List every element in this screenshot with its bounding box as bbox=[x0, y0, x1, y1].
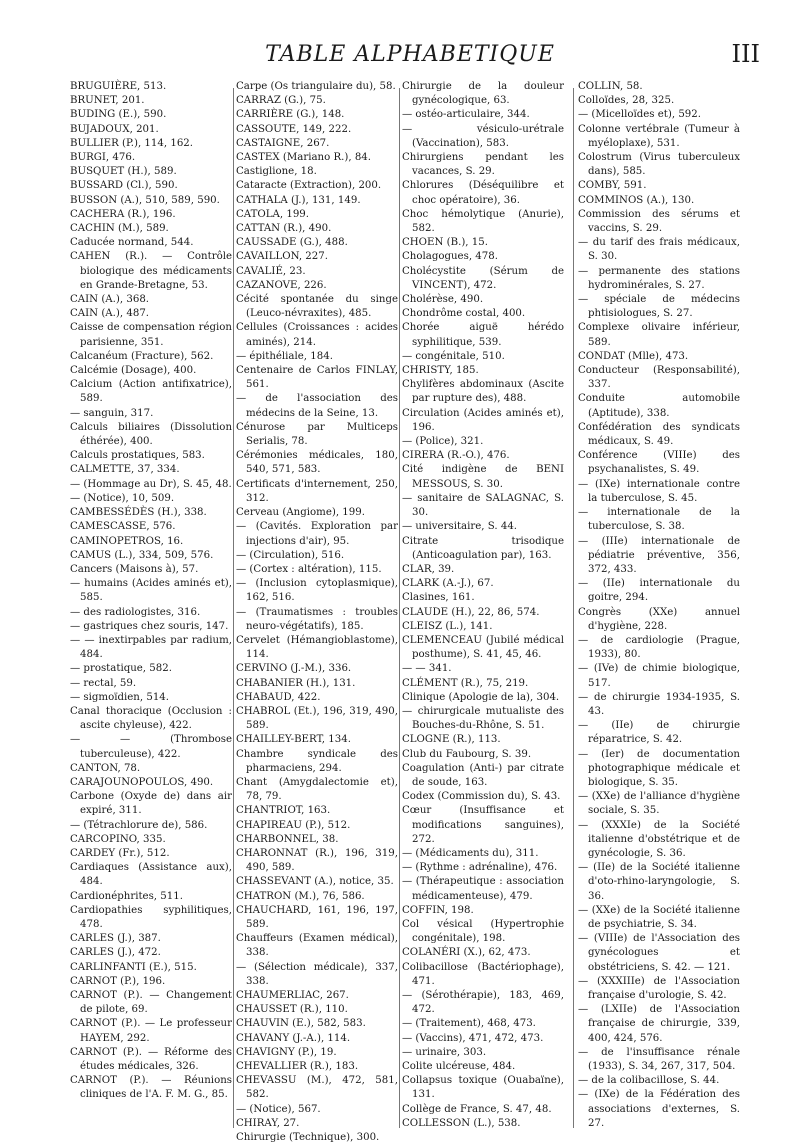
index-entry: — (IIIe) internationale de pédiatrie préventive, 356, 372, 433. bbox=[578, 535, 740, 575]
index-entry: CANTON, 78. bbox=[70, 762, 141, 774]
page-header bbox=[60, 40, 760, 76]
index-column bbox=[578, 80, 740, 1130]
index-entry: CLARK (A.-J.), 67. bbox=[402, 578, 494, 590]
index-entry: CHAVIGNY (P.), 19. bbox=[236, 1046, 337, 1058]
index-entry: Calcémie (Dosage), 400. bbox=[70, 365, 197, 377]
index-entry: Chondrôme costal, 400. bbox=[402, 308, 526, 320]
index-entry: — prostatique, 582. bbox=[70, 663, 172, 675]
index-entry: Caducée normand, 544. bbox=[70, 237, 194, 249]
index-entry: CAIN (A.), 487. bbox=[70, 308, 150, 320]
index-entry: COLANÉRI (X.), 62, 473. bbox=[402, 947, 531, 959]
column-divider bbox=[573, 88, 574, 1128]
index-entry: Collège de France, S. 47, 48. bbox=[402, 1103, 552, 1115]
index-entry: Cholécystite (Sérum de VINCENT), 472. bbox=[402, 265, 564, 291]
index-entry: CARAJOUNOPOULOS, 490. bbox=[70, 776, 214, 788]
index-entry: CARDEY (Fr.), 512. bbox=[70, 847, 170, 859]
index-entry: Commission des sérums et vaccins, S. 29. bbox=[578, 208, 740, 235]
index-entry: — — 341. bbox=[402, 663, 452, 675]
index-entry: CAIN (A.), 368. bbox=[70, 294, 150, 306]
index-column bbox=[70, 80, 232, 1130]
index-entry: — — (Thrombose tuberculeuse), 422. bbox=[70, 734, 232, 760]
index-entry: CARNOT (P.). — Changement de pilote, 69. bbox=[70, 990, 232, 1016]
index-entry: BUSSON (A.), 510, 589, 590. bbox=[70, 194, 220, 206]
index-entry: Chirurgie (Technique), 300. bbox=[236, 1132, 380, 1144]
index-entry: — du tarif des frais médicaux, S. 30. bbox=[578, 237, 740, 263]
index-entry: Carbone (Oxyde de) dans air expiré, 311. bbox=[70, 791, 232, 817]
index-entry: Cité indigène de BENI MESSOUS, S. 30. bbox=[402, 464, 564, 490]
index-entry: Colostrum (Virus tuberculeux dans), 585. bbox=[578, 152, 740, 178]
index-entry: CASSOUTE, 149, 222. bbox=[236, 123, 352, 135]
index-entry: — (Inclusion cytoplasmique), 162, 516. bbox=[236, 578, 398, 604]
index-entry: CHASSEVANT (A.), notice, 35. bbox=[236, 876, 394, 888]
index-entry: Codex (Commission du), S. 43. bbox=[402, 791, 561, 803]
index-entry: — de chirurgie 1934-1935, S. 43. bbox=[578, 691, 740, 717]
index-entry: Chylifères abdominaux (Ascite par rupture des), 488. bbox=[402, 379, 564, 405]
index-entry: CAMBESSÉDÈS (H.), 338. bbox=[70, 507, 207, 519]
index-entry: — épithéliale, 184. bbox=[236, 350, 333, 362]
index-entry: Chant (Amygdalectomie et), 78, 79. bbox=[236, 776, 398, 803]
index-entry: Chorée aiguë hérédo syphilitique, 539. bbox=[402, 322, 564, 348]
index-entry: — (IIe) de la Société italienne d'oto-rhino-laryngologie, S. 36. bbox=[578, 862, 740, 902]
index-entry: CARNOT (P.). — Réforme des études médicales, 326. bbox=[70, 1046, 232, 1073]
index-entry: — de la colibacillose, S. 44. bbox=[578, 1075, 720, 1087]
index-entry: — (Cortex : altération), 115. bbox=[236, 563, 382, 575]
index-entry: CHAUCHARD, 161, 196, 197, 589. bbox=[236, 904, 398, 930]
index-entry: Cardiaques (Assistance aux), 484. bbox=[70, 862, 232, 888]
index-entry: — (Médicaments du), 311. bbox=[402, 847, 539, 859]
index-entry: CHOEN (B.), 15. bbox=[402, 237, 488, 249]
index-entry: BUJADOUX, 201. bbox=[70, 123, 159, 135]
index-entry: — (Traumatismes : troubles neuro-végétatifs), 185. bbox=[236, 606, 398, 632]
index-entry: Cardiopathies syphilitiques, 478. bbox=[70, 904, 232, 930]
index-entry: — (IXe) internationale contre la tuberculose, S. 45. bbox=[578, 478, 740, 504]
index-entry: CALMETTE, 37, 334. bbox=[70, 464, 180, 476]
index-entry: — permanente des stations hydrominérales, S. 27. bbox=[578, 265, 740, 291]
index-entry: — (Notice), 10, 509. bbox=[70, 492, 175, 504]
index-entry: CHAUMERLIAC, 267. bbox=[236, 990, 349, 1001]
column-divider bbox=[399, 88, 400, 1128]
index-entry: — (Traitement), 468, 473. bbox=[402, 1018, 536, 1030]
index-entry: — ostéo-articulaire, 344. bbox=[402, 109, 530, 121]
index-entry: Canal thoracique (Occlusion : ascite chyleuse), 422. bbox=[70, 705, 232, 732]
index-entry: CIRERA (R.-O.), 476. bbox=[402, 450, 510, 462]
index-entry: CARNOT (P.). — Réunions cliniques de l'A. F. M. G., 85. bbox=[70, 1075, 232, 1101]
index-entry: CATHALA (J.), 131, 149. bbox=[236, 194, 361, 206]
index-entry: Cancers (Maisons à), 57. bbox=[70, 563, 199, 575]
index-entry: — (Notice), 567. bbox=[236, 1103, 321, 1115]
index-entry: Chauffeurs (Examen médical), 338. bbox=[236, 933, 398, 959]
index-entry: CHAUSSET (R.), 110. bbox=[236, 1004, 348, 1016]
index-entry: — (Sérothérapie), 183, 469, 472. bbox=[402, 990, 564, 1016]
index-entry: Cœur (Insuffisance et modifications sanguines), 272. bbox=[402, 805, 564, 845]
column-divider bbox=[233, 88, 234, 1128]
index-entry: CHABAUD, 422. bbox=[236, 691, 321, 703]
index-entry: CATTAN (R.), 490. bbox=[236, 223, 332, 235]
index-entry: — humains (Acides aminés et), 585. bbox=[70, 578, 232, 604]
index-entry: CARLES (J.), 472. bbox=[70, 947, 161, 959]
index-entry: Chirurgie de la douleur gynécologique, 63. bbox=[402, 81, 564, 107]
index-entry: CHATRON (M.), 76, 586. bbox=[236, 890, 365, 902]
index-entry: Conduite automobile (Aptitude), 338. bbox=[578, 393, 740, 419]
page-title: TABLE ALPHABETIQUE bbox=[265, 42, 555, 67]
index-entry: Calculs prostatiques, 583. bbox=[70, 450, 205, 462]
index-entry: Colite ulcéreuse, 484. bbox=[402, 1061, 516, 1073]
index-entry: Colibacillose (Bactériophage), 471. bbox=[402, 961, 564, 987]
index-entry: BUSQUET (H.), 589. bbox=[70, 166, 177, 178]
index-entry: — (Cavités. Exploration par injections d'air), 95. bbox=[236, 521, 398, 547]
index-entry: CARRAZ (G.), 75. bbox=[236, 95, 326, 107]
index-entry: Certificats d'internement, 250, 312. bbox=[236, 478, 398, 504]
index-entry: CAMESCASSE, 576. bbox=[70, 521, 176, 533]
index-entry: CARNOT (P.), 196. bbox=[70, 975, 166, 987]
index-entry: — chirurgicale mutualiste des Bouches-du-Rhône, S. 51. bbox=[402, 705, 564, 732]
index-entry: — (IXe) de la Fédération des associations d'externes, S. 27. bbox=[578, 1089, 740, 1129]
index-entry: — (Police), 321. bbox=[402, 436, 484, 448]
index-entry: Calcium (Action antifixatrice), 589. bbox=[70, 379, 232, 405]
index-entry: CASTEX (Mariano R.), 84. bbox=[236, 152, 372, 164]
page-number: III bbox=[731, 40, 760, 68]
index-entry: Cervelet (Hémangioblastome), 114. bbox=[236, 634, 398, 661]
index-entry: Cholérèse, 490. bbox=[402, 294, 484, 306]
index-entry: CLEMENCEAU (Jubilé médical posthume), S. 41, 45, 46. bbox=[402, 634, 564, 661]
index-entry: Colonne vertébrale (Tumeur à myéloplaxe), 531. bbox=[578, 123, 740, 149]
index-columns bbox=[70, 80, 785, 1144]
index-entry: CAMINOPETROS, 16. bbox=[70, 535, 184, 547]
index-entry: CACHIN (M.), 589. bbox=[70, 223, 169, 235]
index-entry: CHAVANY (J.-A.), 114. bbox=[236, 1032, 351, 1044]
index-entry: — sanitaire de SALAGNAC, S. 30. bbox=[402, 492, 564, 519]
index-entry: CARNOT (P.). — Le professeur HAYEM, 292. bbox=[70, 1018, 232, 1044]
index-entry: — congénitale, 510. bbox=[402, 350, 505, 362]
index-entry: CARRIÈRE (G.), 148. bbox=[236, 109, 345, 121]
index-entry: — (XXXIe) de la Société italienne d'obstétrique et de gynécologie, S. 36. bbox=[578, 819, 740, 859]
index-entry: CHANTRIOT, 163. bbox=[236, 805, 331, 817]
index-entry: BULLIER (P.), 114, 162. bbox=[70, 137, 194, 149]
index-entry: — (Thérapeutique : association médicamenteuse), 479. bbox=[402, 876, 564, 902]
index-entry: — internationale de la tuberculose, S. 38. bbox=[578, 507, 740, 533]
index-entry: CHIRAY, 27. bbox=[236, 1117, 300, 1129]
index-entry: — (Tétrachlorure de), 586. bbox=[70, 819, 208, 831]
index-entry: CAHEN (R.). — Contrôle biologique des médicaments en Grande-Bretagne, 53. bbox=[70, 251, 232, 291]
index-entry: — de l'association des médecins de la Seine, 13. bbox=[236, 393, 398, 419]
index-entry: CHAUVIN (E.), 582, 583. bbox=[236, 1018, 366, 1030]
index-entry: — urinaire, 303. bbox=[402, 1046, 487, 1058]
index-entry: BUDING (E.), 590. bbox=[70, 109, 167, 121]
index-entry: — (Hommage au Dr), S. 45, 48. bbox=[70, 478, 232, 490]
index-entry: COMBY, 591. bbox=[578, 180, 647, 192]
index-entry: — spéciale de médecins phtisiologues, S. 27. bbox=[578, 294, 740, 320]
index-entry: COLLESSON (L.), 538. bbox=[402, 1117, 521, 1129]
index-entry: Conférence (VIIIe) des psychanalistes, S. 49. bbox=[578, 450, 740, 476]
index-entry: CAUSSADE (G.), 488. bbox=[236, 237, 348, 249]
index-entry: Conducteur (Responsabilité), 337. bbox=[578, 365, 740, 391]
index-entry: CONDAT (Mlle), 473. bbox=[578, 350, 689, 362]
index-entry: CHEVALLIER (R.), 183. bbox=[236, 1061, 359, 1073]
index-entry: Confédération des syndicats médicaux, S. 49. bbox=[578, 421, 740, 448]
index-entry: CERVINO (J.-M.), 336. bbox=[236, 663, 352, 675]
index-entry: BRUNET, 201. bbox=[70, 95, 145, 107]
index-entry: — (VIIIe) de l'Association des gynécologues et obstétriciens, S. 42. — 121. bbox=[578, 933, 740, 973]
index-entry: Colloïdes, 28, 325. bbox=[578, 95, 675, 107]
index-entry: — (Sélection médicale), 337, 338. bbox=[236, 961, 398, 987]
index-entry: CHAPIREAU (P.), 512. bbox=[236, 819, 351, 831]
index-entry: — — inextirpables par radium, 484. bbox=[70, 634, 232, 661]
index-entry: — (IIe) de chirurgie réparatrice, S. 42. bbox=[578, 720, 740, 746]
index-entry: CARCOPINO, 335. bbox=[70, 833, 166, 845]
index-entry: Congrès (XXe) annuel d'hygiène, 228. bbox=[578, 606, 740, 632]
index-entry: Cholagogues, 478. bbox=[402, 251, 498, 263]
index-entry: — (XXe) de la Société italienne de psychiatrie, S. 34. bbox=[578, 904, 740, 930]
index-entry: — gastriques chez souris, 147. bbox=[70, 620, 229, 632]
index-entry: Cerveau (Angiome), 199. bbox=[236, 507, 365, 519]
index-entry: — universitaire, S. 44. bbox=[402, 521, 518, 533]
index-entry: — sanguin, 317. bbox=[70, 407, 154, 419]
index-entry: — (Ier) de documentation photographique médicale et biologique, S. 35. bbox=[578, 748, 740, 788]
index-entry: Choc hémolytique (Anurie), 582. bbox=[402, 208, 564, 235]
index-entry: — rectal, 59. bbox=[70, 677, 137, 689]
index-entry: Cérémonies médicales, 180, 540, 571, 583. bbox=[236, 450, 398, 476]
index-entry: CLOGNE (R.), 113. bbox=[402, 734, 501, 746]
index-column bbox=[236, 80, 398, 1144]
index-entry: Col vésical (Hypertrophie congénitale), 198. bbox=[402, 918, 564, 945]
index-entry: BURGI, 476. bbox=[70, 152, 136, 164]
index-entry: — (XXXIIIe) de l'Association française d'urologie, S. 42. bbox=[578, 975, 740, 1001]
index-entry: Complexe olivaire inférieur, 589. bbox=[578, 322, 740, 348]
index-entry: Citrate trisodique (Anticoagulation par), 163. bbox=[402, 535, 564, 561]
index-entry: CAVALIÉ, 23. bbox=[236, 265, 306, 277]
index-entry: Cardionéphrites, 511. bbox=[70, 890, 183, 902]
index-entry: Caisse de compensation région parisienne, 351. bbox=[70, 322, 232, 348]
index-entry: BRUGUIÈRE, 513. bbox=[70, 81, 167, 92]
index-entry: — de cardiologie (Prague, 1933), 80. bbox=[578, 634, 740, 661]
index-entry: Castiglione, 18. bbox=[236, 166, 317, 178]
index-entry: — (LXIIe) de l'Association française de chirurgie, 339, 400, 424, 576. bbox=[578, 1004, 740, 1044]
index-entry: CASTAIGNE, 267. bbox=[236, 137, 330, 149]
index-entry: Chambre syndicale des pharmaciens, 294. bbox=[236, 748, 398, 774]
index-entry: CACHERA (R.), 196. bbox=[70, 208, 176, 220]
index-entry: CHRISTY, 185. bbox=[402, 365, 479, 377]
index-entry: Club du Faubourg, S. 39. bbox=[402, 748, 532, 760]
index-entry: CLÉMENT (R.), 75, 219. bbox=[402, 677, 529, 689]
index-entry: Clasines, 161. bbox=[402, 592, 475, 604]
index-entry: CARLINFANTI (E.), 515. bbox=[70, 961, 197, 973]
index-entry: CATOLA, 199. bbox=[236, 208, 310, 220]
index-entry: CARLES (J.), 387. bbox=[70, 933, 161, 945]
index-entry: CHAILLEY-BERT, 134. bbox=[236, 734, 351, 746]
index-entry: CHABROL (Et.), 196, 319, 490, 589. bbox=[236, 705, 398, 732]
index-entry: Cénurose par Multiceps Serialis, 78. bbox=[236, 421, 398, 448]
index-entry: Chirurgiens pendant les vacances, S. 29. bbox=[402, 152, 564, 178]
index-entry: CHARBONNEL, 38. bbox=[236, 833, 339, 845]
index-entry: CHARONNAT (R.), 196, 319, 490, 589. bbox=[236, 847, 398, 874]
index-entry: — (IVe) de chimie biologique, 517. bbox=[578, 663, 740, 689]
index-column bbox=[402, 80, 564, 1130]
index-entry: Collapsus toxique (Ouabaïne), 131. bbox=[402, 1075, 564, 1101]
index-entry: CLEISZ (L.), 141. bbox=[402, 620, 493, 632]
index-entry: CAMUS (L.), 334, 509, 576. bbox=[70, 549, 214, 561]
index-entry: Chlorures (Déséquilibre et choc opératoire), 36. bbox=[402, 180, 564, 206]
index-entry: Calcanéum (Fracture), 562. bbox=[70, 350, 214, 362]
index-entry: Cécité spontanée du singe (Leuco-névraxites), 485. bbox=[236, 294, 398, 320]
index-entry: Cataracte (Extraction), 200. bbox=[236, 180, 382, 192]
index-entry: — de l'insuffisance rénale (1933), S. 34, 267, 317, 504. bbox=[578, 1046, 740, 1073]
index-entry: — (Micelloïdes et), 592. bbox=[578, 109, 702, 121]
index-entry: Clinique (Apologie de la), 304. bbox=[402, 691, 560, 703]
index-entry: CHEVASSU (M.), 472, 581, 582. bbox=[236, 1075, 398, 1101]
index-entry: Cellules (Croissances : acides aminés), 214. bbox=[236, 322, 398, 348]
index-entry: — (Vaccins), 471, 472, 473. bbox=[402, 1032, 544, 1044]
index-entry: Coagulation (Anti-) par citrate de soude, 163. bbox=[402, 762, 564, 788]
index-entry: — (XXe) de l'alliance d'hygiène sociale, S. 35. bbox=[578, 791, 740, 817]
index-entry: — (Rythme : adrénaline), 476. bbox=[402, 862, 558, 874]
index-entry: Carpe (Os triangulaire du), 58. bbox=[236, 81, 396, 92]
index-entry: COFFIN, 198. bbox=[402, 904, 474, 916]
index-entry: COMMINOS (A.), 130. bbox=[578, 194, 695, 206]
index-entry: CLAUDE (H.), 22, 86, 574. bbox=[402, 606, 540, 618]
index-entry: CLAR, 39. bbox=[402, 563, 455, 575]
index-entry: — (IIe) internationale du goitre, 294. bbox=[578, 578, 740, 604]
index-entry: Circulation (Acides aminés et), 196. bbox=[402, 407, 564, 433]
index-entry: — sigmoïdien, 514. bbox=[70, 691, 170, 703]
index-entry: — (Circulation), 516. bbox=[236, 549, 345, 561]
index-entry: — vésiculo-urétrale (Vaccination), 583. bbox=[402, 123, 564, 149]
index-entry: CAZANOVE, 226. bbox=[236, 279, 327, 291]
index-entry: Centenaire de Carlos FINLAY, 561. bbox=[236, 365, 398, 391]
index-entry: Calculs biliaires (Dissolution éthérée), 400. bbox=[70, 421, 232, 448]
index-entry: BUSSARD (Cl.), 590. bbox=[70, 180, 178, 192]
index-entry: CHABANIER (H.), 131. bbox=[236, 677, 356, 689]
index-entry: CAVAILLON, 227. bbox=[236, 251, 328, 263]
index-entry: — des radiologistes, 316. bbox=[70, 606, 201, 618]
index-entry: COLLIN, 58. bbox=[578, 81, 643, 92]
